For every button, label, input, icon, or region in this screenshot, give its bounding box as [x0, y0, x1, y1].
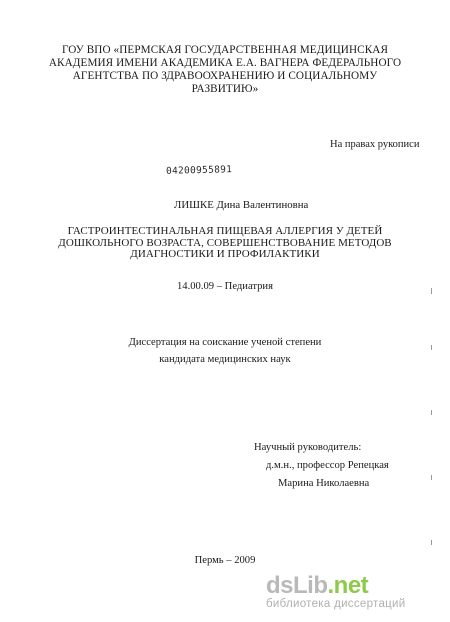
thesis-title-line: ДОШКОЛЬНОГО ВОЗРАСТА, СОВЕРШЕНСТВОВАНИЕ МЕТОДОВ	[58, 236, 392, 249]
institution-line: ГОУ ВПО «ПЕРМСКАЯ ГОСУДАРСТВЕННАЯ МЕДИЦИНСКАЯ	[61, 44, 389, 56]
city-year: Пермь – 2009	[194, 555, 256, 566]
scan-mark	[431, 345, 432, 350]
thesis-title-line: ГАСТРОИНТЕСТИНАЛЬНАЯ ПИЩЕВАЯ АЛЛЕРГИЯ У ДЕТЕЙ	[67, 225, 383, 237]
scan-mark	[431, 540, 432, 545]
dslib-logo	[266, 572, 450, 600]
institution-line: РАЗВИТИЮ»	[191, 83, 259, 95]
supervisor-name: Марина Николаевна	[278, 478, 370, 489]
supervisor-block	[254, 441, 389, 491]
dslib-watermark	[266, 572, 450, 610]
author-name: ЛИШКЕ Дина Валентиновна	[174, 199, 309, 211]
degree-line: Диссертация на соискание ученой степени	[128, 337, 322, 348]
dslib-logo-accent: .net	[327, 572, 369, 599]
degree-line: кандидата медицинских наук	[159, 354, 291, 365]
supervisor-label: Научный руководитель:	[254, 442, 362, 453]
institution-line: АГЕНТСТВА ПО ЗДРАВООХРАНЕНИЮ И СОЦИАЛЬНОМУ	[72, 70, 378, 82]
rights-note: На правах рукописи	[330, 139, 420, 150]
institution-header	[0, 44, 450, 96]
scan-mark	[431, 288, 432, 294]
dslib-tagline: библиотека диссертаций	[266, 598, 406, 610]
thesis-title	[0, 226, 450, 261]
specialty-code: 14.00.09 – Педиатрия	[177, 281, 273, 292]
scan-mark	[431, 410, 432, 415]
degree-statement	[0, 336, 450, 367]
scan-mark	[431, 475, 432, 480]
thesis-title-line: ДИАГНОСТИКИ И ПРОФИЛАКТИКИ	[130, 248, 320, 260]
dslib-logo-main: dsLib	[266, 572, 328, 599]
supervisor-title: д.м.н., профессор Репецкая	[266, 460, 389, 471]
institution-line: АКАДЕМИЯ ИМЕНИ АКАДЕМИКА Е.А. ВАГНЕРА ФЕДЕРАЛЬНОГО	[48, 57, 402, 69]
library-stamp-number: 04200955891	[165, 164, 233, 177]
